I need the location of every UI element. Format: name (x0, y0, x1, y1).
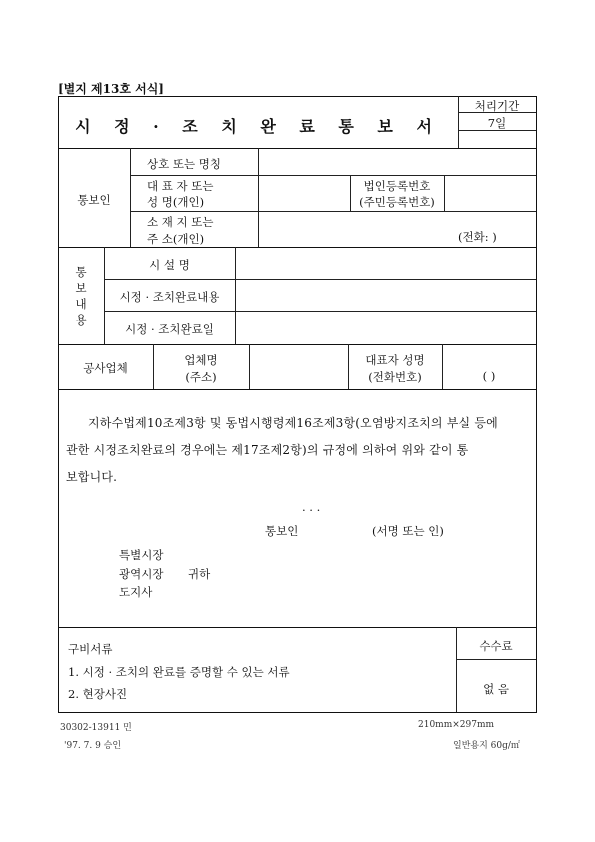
ceo-label-2: (전화번호) (368, 370, 422, 384)
notifier-bottom-line (58, 247, 537, 248)
frame-bottom (58, 712, 537, 713)
address-label-1: 소 재 지 또는 (147, 215, 214, 229)
attachment-item-1: 1. 시정 · 조치의 완료를 증명할 수 있는 서류 (68, 665, 290, 679)
corp-reg-label-2: (주민등록번호) (359, 195, 435, 209)
content-section-char: 용 (75, 313, 87, 327)
address-field[interactable] (262, 214, 452, 244)
footer-left-2: '97. 7. 9 승인 (64, 741, 122, 751)
content-field[interactable] (239, 283, 532, 308)
content-label: 시정 · 조치완료내용 (119, 290, 220, 304)
form-number: [별지 제13호 서식] (58, 82, 164, 96)
ceo-phone-field[interactable]: ( ) (482, 369, 496, 383)
frame-top (58, 96, 537, 97)
fee-label: 수수료 (479, 639, 513, 653)
honorific: 귀하 (188, 567, 211, 581)
statement-line-1: 지하수법제10조제3항 및 동법시행령제16조제3항(오염방지조치의 부실 등에 (88, 416, 498, 430)
statement-bottom-line (58, 627, 537, 628)
contractor-divider-2 (249, 344, 250, 389)
date-line[interactable]: . . . (302, 500, 321, 514)
company-label-2: (주소) (185, 370, 217, 384)
notifier-row-line-2 (130, 211, 536, 212)
facility-field[interactable] (239, 251, 532, 276)
facility-label: 시 설 명 (149, 258, 190, 272)
business-name-field[interactable] (262, 152, 532, 172)
footer-left-1: 30302-13911 민 (60, 723, 132, 733)
notifier-section-label: 통보인 (77, 193, 111, 207)
representative-field[interactable] (262, 178, 346, 208)
corp-reg-divider-right (444, 175, 445, 211)
statement-line-2: 관한 시정조치완료의 경우에는 제17조제2항)의 규정에 의하여 위와 같이 통 (66, 443, 469, 457)
footer-right-2: 일반용지 60g/㎡ (453, 741, 520, 751)
phone-label: (전화: ) (458, 230, 497, 244)
fee-line (456, 659, 536, 660)
recipient-3: 도지사 (119, 585, 153, 599)
content-bottom-line (58, 344, 537, 345)
frame-left (58, 96, 59, 712)
recipient-2: 광역시장 (119, 567, 164, 581)
content-section-char: 내 (75, 297, 87, 311)
attachment-item-2: 2. 현장사진 (68, 687, 128, 701)
content-value-divider (235, 247, 236, 344)
content-section-label (58, 264, 104, 328)
representative-label-2: 성 명(개인) (147, 195, 205, 209)
corp-reg-field[interactable] (448, 178, 532, 208)
contractor-bottom-line (58, 389, 537, 390)
representative-label-1: 대 표 자 또는 (147, 179, 214, 193)
notifier-label-divider (130, 148, 131, 247)
company-label-1: 업체명 (184, 353, 218, 367)
company-field[interactable] (253, 348, 344, 385)
notifier-value-divider (258, 148, 259, 247)
business-name-label: 상호 또는 명칭 (147, 157, 221, 171)
signer-field[interactable] (310, 519, 370, 539)
signer-label: 통보인 (265, 524, 299, 538)
recipient-1: 특별시장 (119, 548, 164, 562)
ceo-label-1: 대표자 성명 (365, 353, 425, 367)
frame-right (536, 96, 537, 712)
corp-reg-label-1: 법인등록번호 (363, 179, 431, 193)
fee-value: 없 음 (483, 682, 509, 696)
processing-label: 처리기간 (474, 99, 520, 113)
page-title: 시 정 · 조 치 완 료 통 보 서 (75, 117, 441, 136)
completion-date-field[interactable] (239, 315, 532, 340)
attachments-label: 구비서류 (68, 642, 113, 656)
content-row-line-2 (104, 311, 536, 312)
footer-right-1: 210mm×297mm (418, 720, 495, 730)
address-label-2: 주 소(개인) (147, 232, 205, 246)
contractor-section-label: 공사업체 (83, 361, 128, 375)
sign-hint: (서명 또는 인) (372, 524, 444, 538)
statement-line-3: 보합니다. (66, 470, 118, 484)
content-section-char: 통 (75, 265, 87, 279)
processing-value: 7일 (487, 116, 507, 130)
content-section-char: 보 (75, 281, 87, 295)
notifier-row-line-1 (130, 175, 536, 176)
completion-date-label: 시정 · 조치완료일 (125, 322, 214, 336)
content-row-line-1 (104, 279, 536, 280)
